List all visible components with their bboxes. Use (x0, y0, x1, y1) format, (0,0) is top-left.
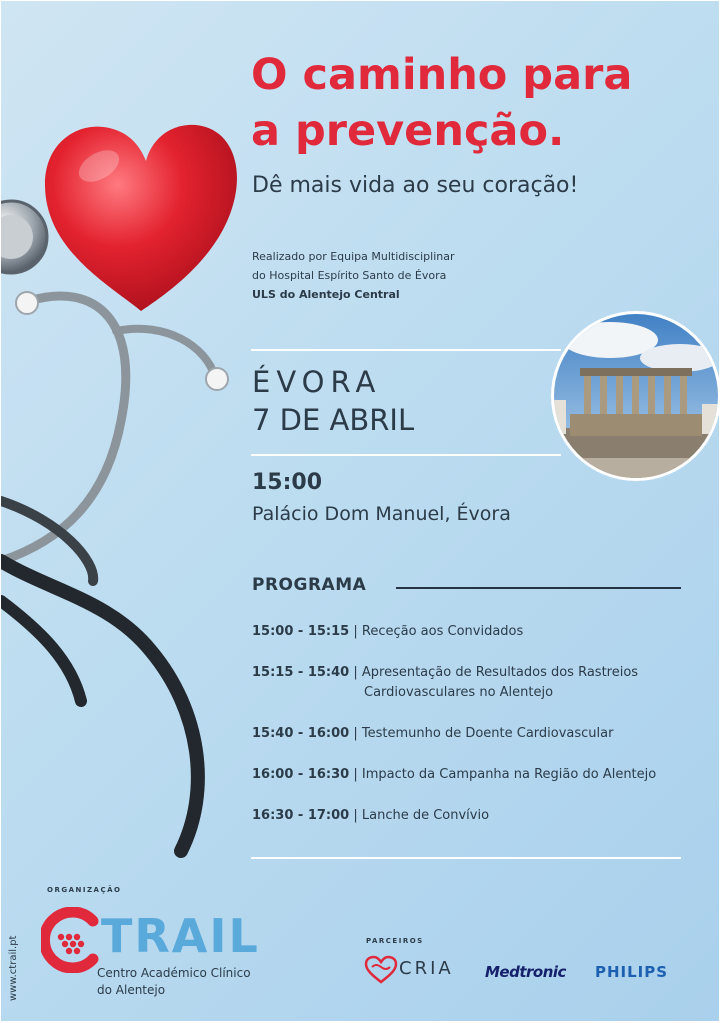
credits-line-2: do Hospital Espírito Santo de Évora (252, 269, 447, 282)
program-title-line (396, 587, 681, 589)
event-venue: Palácio Dom Manuel, Évora (252, 503, 511, 525)
event-time: 15:00 (252, 470, 323, 495)
program-item-time: 15:00 - 15:15 (252, 624, 350, 639)
divider-top (251, 349, 561, 351)
credits (252, 247, 455, 304)
program-item-desc: Impacto da Campanha na Região do Alentejo (361, 767, 657, 782)
divider-middle (251, 454, 561, 456)
partner-medtronic: Medtronic (485, 963, 566, 981)
program-item-desc: Testemunho de Doente Cardiovascular (361, 726, 614, 741)
program-item-desc-line-2: Cardiovasculares no Alentejo (364, 685, 554, 700)
program-title: PROGRAMA (252, 575, 367, 595)
cria-heart-icon (364, 955, 398, 985)
partner-cria: CRIA (399, 958, 454, 979)
heart-stethoscope-illustration (1, 1, 261, 891)
divider-bottom (251, 857, 681, 859)
organization-name-line-2: do Alentejo (97, 983, 166, 997)
event-date: 7 DE ABRIL (252, 403, 415, 437)
program-item-time: 15:15 - 15:40 (252, 665, 350, 680)
title-line-1: O caminho para (251, 50, 633, 100)
program-item-time: 16:30 - 17:00 (252, 808, 350, 823)
program-item-time: 16:00 - 16:30 (252, 767, 350, 782)
organization-name-line-1: Centro Académico Clínico (97, 966, 251, 980)
title-line-2: a prevenção. (251, 106, 565, 156)
page-title (251, 47, 711, 159)
credits-org: ULS do Alentejo Central (252, 288, 400, 301)
subtitle: Dê mais vida ao seu coração! (252, 173, 579, 198)
poster: O caminho para a prevenção. Dê mais vida ao seu coração! Realizado por Equipa Multidisciplinar do Hospital Espírito Santo de Évora ULS do Alentejo Central ÉVORA 7 DE ABRIL 15:00 Palácio Dom Manuel, Évora PROGRAMA 15:00 - 15:15 | Receção aos Convidados 15:15 - 15:40 | Apresentação de Resultados dos Rastreios Cardiovasculares no Alentejo 15:40 - 16:00 | Testemunho de Doente Cardiovascular 16:00 - 16:30 | Impacto da Campanha na Região do Alentejo 16:30 - 17:00 | Lanche de Convívio ORGANIZAÇÃO www.ctrail.pt TRAIL Centro Académico Clínico do Alentejo PARCEIROS CRIA Medtronic PHILIPS (1, 1, 719, 1021)
program-item-desc: Apresentação de Resultados dos Rastreios (361, 665, 639, 680)
organization-label: ORGANIZAÇÃO (47, 886, 122, 894)
trail-logo-icon (41, 907, 103, 973)
heart-icon (45, 125, 237, 311)
partner-philips: PHILIPS (595, 963, 669, 981)
program-item-desc: Lanche de Convívio (361, 808, 490, 823)
program-item-desc: Receção aos Convidados (361, 624, 524, 639)
trail-logo-word: TRAIL (101, 909, 260, 963)
credits-line-1: Realizado por Equipa Multidisciplinar (252, 250, 455, 263)
website-link[interactable]: www.ctrail.pt (8, 935, 19, 1001)
temple-photo (550, 310, 719, 482)
event-city: ÉVORA (252, 365, 382, 399)
organization-name (97, 965, 251, 999)
program-item-time: 15:40 - 16:00 (252, 726, 350, 741)
partners-label: PARCEIROS (366, 937, 424, 945)
stethoscope-icon (1, 201, 228, 851)
